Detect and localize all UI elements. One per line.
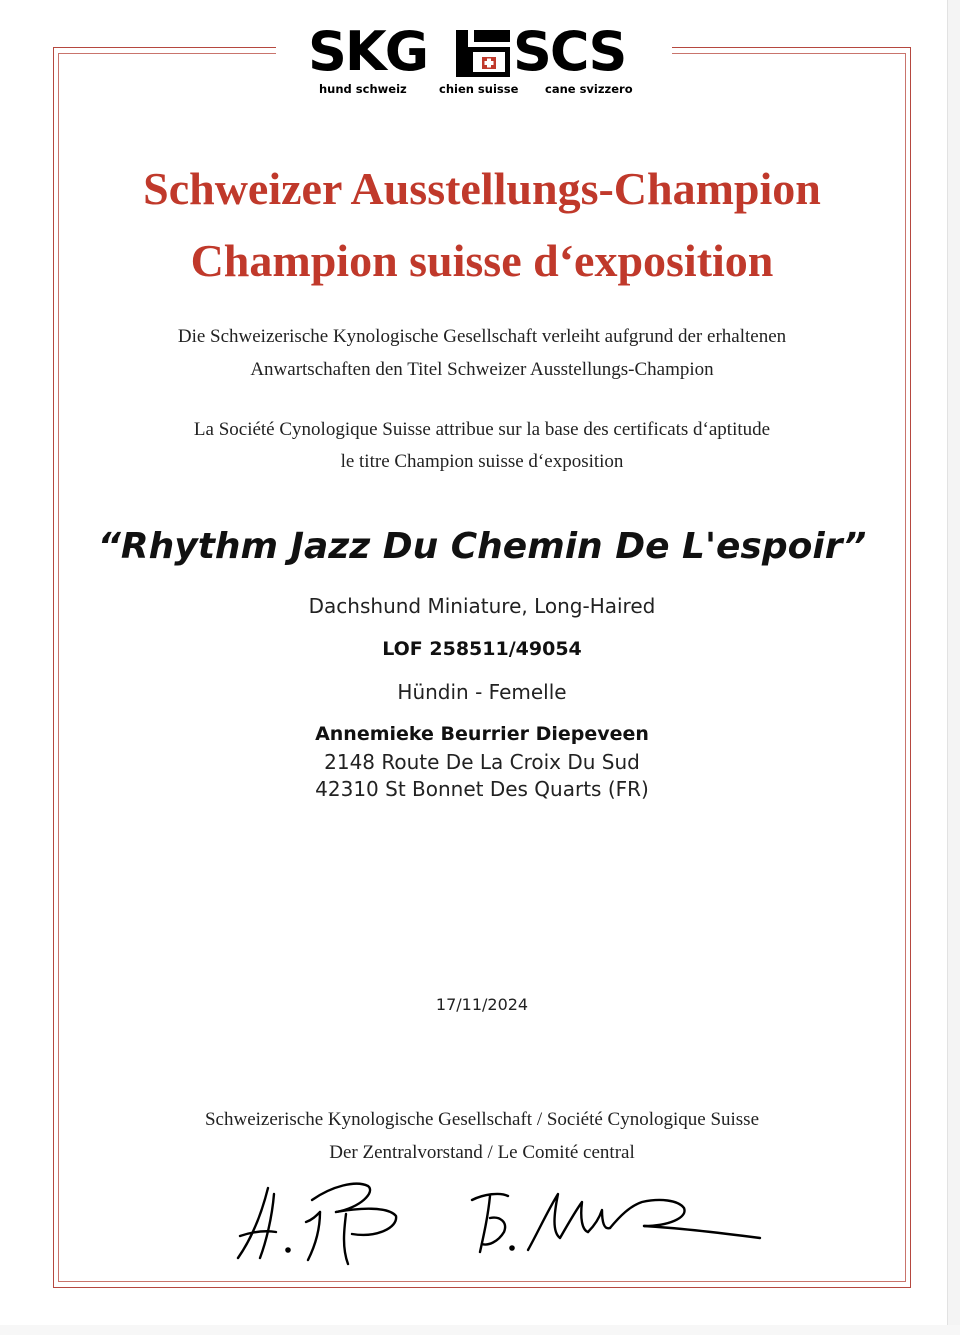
page-edge-bottom	[0, 1325, 960, 1335]
owner-address-line2: 42310 St Bonnet Des Quarts (FR)	[315, 777, 649, 801]
logo-scs-text: SCS	[513, 20, 626, 83]
footer-organisation: Schweizerische Kynologische Gesellschaft / Société Cynologique Suisse	[204, 1109, 760, 1130]
swiss-dog-emblem-icon	[454, 27, 512, 79]
dog-sex: Hündin - Femelle	[397, 680, 567, 704]
intro-french-line1: La Société Cynologique Suisse attribue sur la base des certificats d‘aptitude	[193, 419, 771, 440]
logo-language-de: hund schweiz	[319, 82, 407, 96]
dog-breed: Dachshund Miniature, Long-Haired	[308, 594, 656, 618]
logo-language-fr: chien suisse	[439, 82, 519, 96]
award-date: 17/11/2024	[435, 995, 529, 1014]
owner-name: Annemieke Beurrier Diepeveen	[315, 723, 649, 745]
title-german: Schweizer Ausstellungs-Champion	[143, 163, 821, 214]
logo-language-it: cane svizzero	[545, 82, 633, 96]
dog-name: “Rhythm Jazz Du Chemin De L'espoir”	[97, 526, 867, 567]
intro-german-line1: Die Schweizerische Kynologische Gesellschaft verleiht aufgrund der erhaltenen	[177, 326, 787, 347]
owner-address-line1: 2148 Route De La Croix Du Sud	[324, 750, 640, 774]
intro-french-line2: le titre Champion suisse d‘exposition	[340, 451, 624, 472]
signature-left	[228, 1172, 408, 1272]
title-french: Champion suisse d‘exposition	[190, 235, 774, 286]
dog-registration: LOF 258511/49054	[382, 638, 582, 660]
footer-board: Der Zentralvorstand / Le Comité central	[329, 1142, 635, 1163]
signature-right	[464, 1180, 774, 1260]
logo-skg-text: SKG	[308, 20, 428, 83]
intro-german-line2: Anwartschaften den Titel Schweizer Ausstellungs-Champion	[250, 359, 714, 380]
